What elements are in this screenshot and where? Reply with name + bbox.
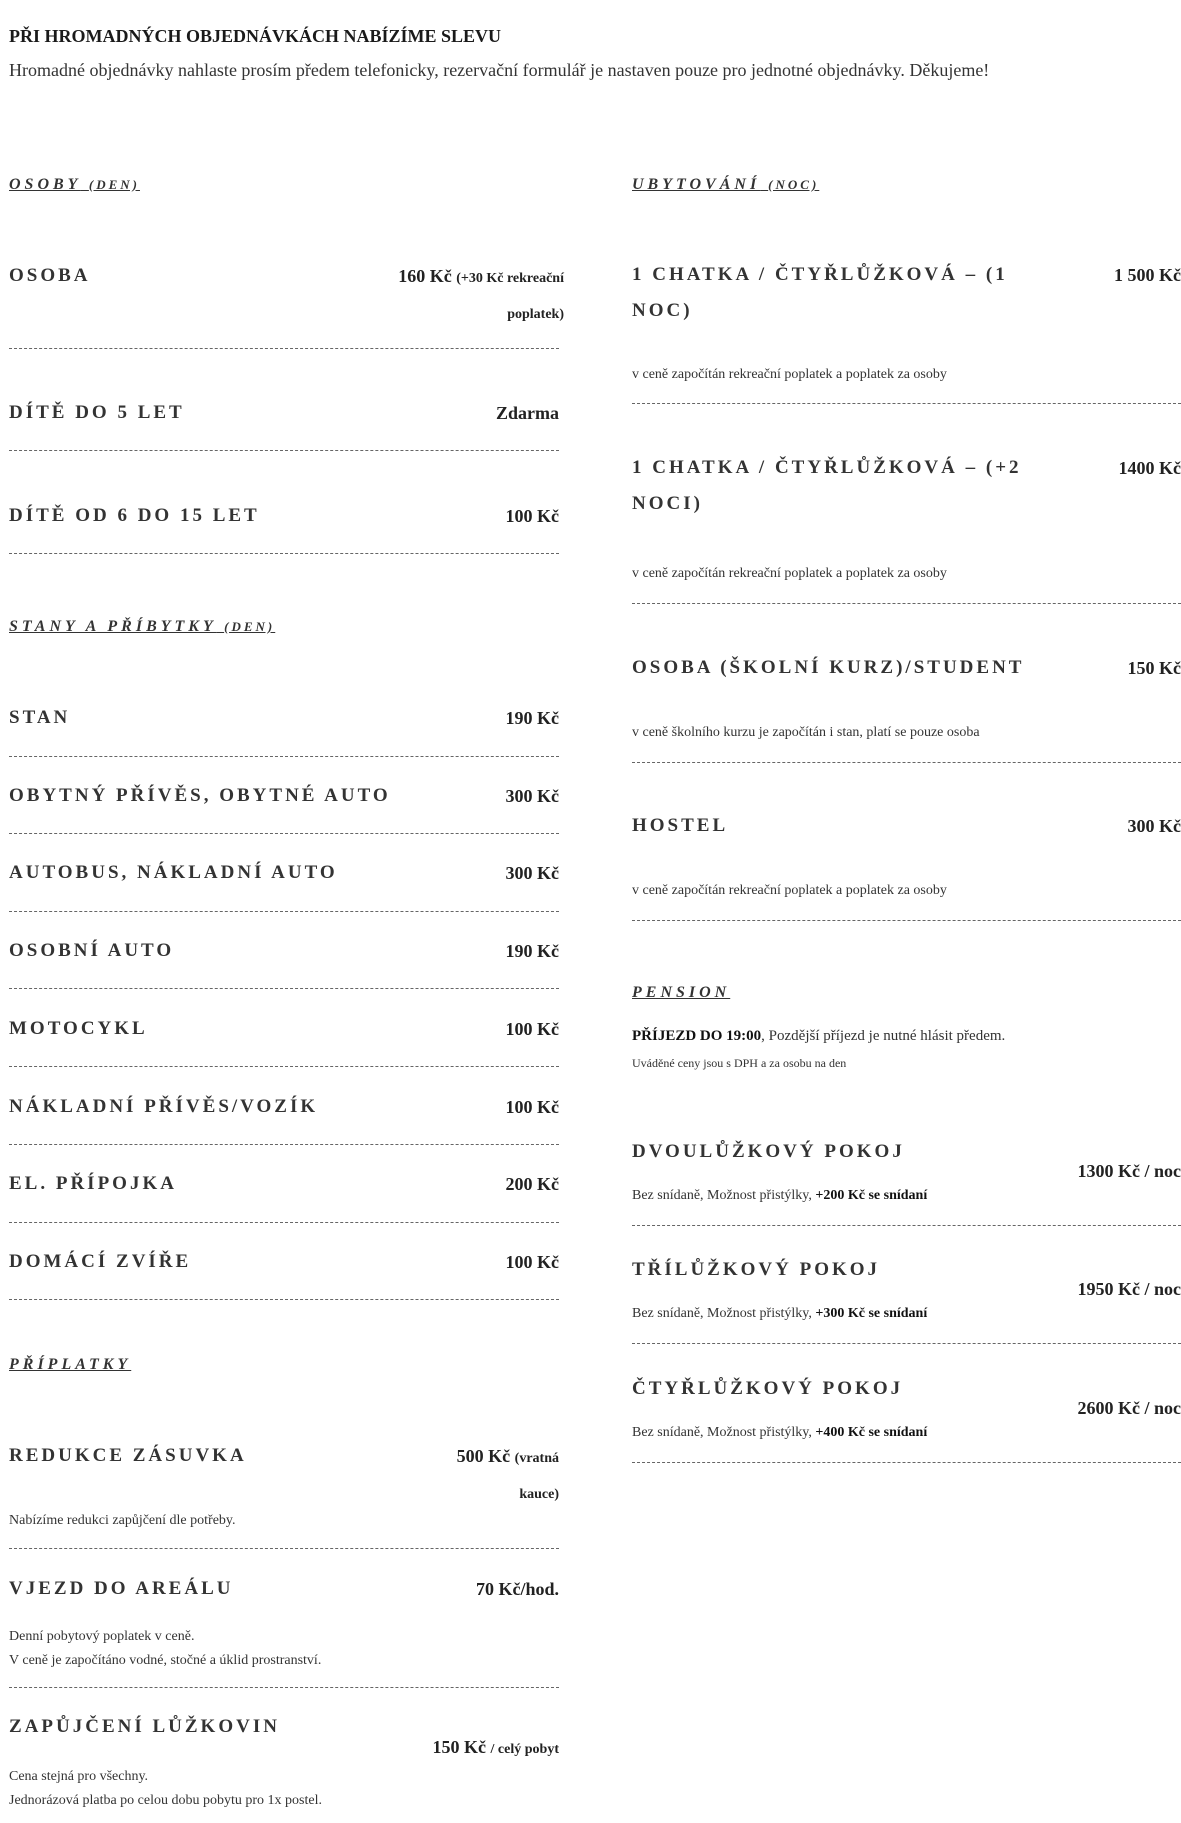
item-note: Bez snídaně, Možnost přistýlky, +200 Kč se snídaní	[632, 1188, 928, 1203]
price-item	[632, 1134, 1181, 1234]
item-name: EL. PŘÍPOJKA	[9, 1173, 177, 1194]
item-price: 500 Kč (vratná	[456, 1446, 559, 1466]
item-price: 100 Kč	[505, 506, 559, 526]
item-name: ZAPŮJČENÍ LŮŽKOVIN	[9, 1716, 280, 1737]
divider	[9, 450, 559, 451]
divider	[632, 920, 1181, 921]
item-name: OSOBA (ŠKOLNÍ KURZ)/STUDENT	[632, 657, 1025, 678]
price-item	[9, 498, 559, 558]
price-item	[632, 450, 1181, 610]
item-name: MOTOCYKL	[9, 1018, 148, 1039]
item-name: TŘÍLŮŽKOVÝ POKOJ	[632, 1259, 881, 1280]
item-price-suffix: kauce)	[519, 1487, 559, 1502]
item-price: 100 Kč	[505, 1252, 559, 1272]
item-price: 100 Kč	[505, 1019, 559, 1039]
price-item	[632, 257, 1181, 407]
price-item	[9, 700, 559, 760]
price-item	[632, 1252, 1181, 1352]
divider	[632, 403, 1181, 404]
divider	[9, 988, 559, 989]
section-heading-priplatky: PŘÍPLATKY	[9, 1356, 132, 1373]
item-name: AUTOBUS, NÁKLADNÍ AUTO	[9, 862, 338, 883]
item-price: 1 500 Kč	[1114, 265, 1181, 285]
item-note: Nabízíme redukci zapůjčení dle potřeby.	[9, 1513, 236, 1528]
divider	[632, 762, 1181, 763]
item-note: v ceně školního kurzu je započítán i stan, platí se pouze osoba	[632, 725, 980, 740]
price-item	[9, 1166, 559, 1226]
price-item	[9, 1709, 559, 1819]
item-price: 100 Kč	[505, 1097, 559, 1117]
price-item	[9, 1438, 559, 1553]
item-price: 70 Kč/hod.	[475, 1579, 559, 1599]
divider	[632, 1462, 1181, 1463]
divider	[9, 1687, 559, 1688]
item-name: HOSTEL	[632, 815, 729, 836]
price-item	[9, 778, 559, 838]
item-name: DOMÁCÍ ZVÍŘE	[9, 1251, 192, 1272]
price-item	[9, 933, 559, 993]
item-price: 200 Kč	[505, 1174, 559, 1194]
price-item	[9, 855, 559, 915]
item-price: 1400 Kč	[1118, 458, 1181, 478]
item-note: Denní pobytový poplatek v ceně.	[9, 1629, 195, 1644]
price-item	[9, 1571, 559, 1691]
divider	[632, 1225, 1181, 1226]
price-item	[9, 1089, 559, 1149]
item-name: 1 CHATKA / ČTYŘLŮŽKOVÁ – (+2	[632, 457, 1022, 478]
price-item	[632, 1371, 1181, 1471]
vat-note: Uváděné ceny jsou s DPH a za osobu na den	[632, 1056, 847, 1070]
section-heading-ubytovani: UBYTOVÁNÍ (NOC)	[632, 176, 820, 193]
item-price: 150 Kč	[1127, 658, 1181, 678]
divider	[9, 1548, 559, 1549]
item-note: v ceně započítán rekreační poplatek a poplatek za osoby	[632, 566, 947, 581]
price-item	[9, 1244, 559, 1304]
price-item	[9, 258, 564, 350]
divider	[9, 553, 559, 554]
item-name: REDUKCE ZÁSUVKA	[9, 1445, 247, 1466]
item-note: Bez snídaně, Možnost přistýlky, +400 Kč se snídaní	[632, 1425, 928, 1440]
divider	[632, 1343, 1181, 1344]
item-price: 1300 Kč / noc	[1077, 1161, 1181, 1181]
price-item	[9, 1011, 559, 1071]
item-note: Bez snídaně, Možnost přistýlky, +300 Kč se snídaní	[632, 1306, 928, 1321]
item-price: 190 Kč	[505, 941, 559, 961]
intro-text: Hromadné objednávky nahlaste prosím předem telefonicky, rezervační formulář je nastaven pouze pro jednotné objednávky. Děkujeme!	[9, 60, 990, 80]
arrival-note: PŘÍJEZD DO 19:00, Pozdější příjezd je nutné hlásit předem.	[632, 1028, 1006, 1044]
section-heading-stany: STANY A PŘÍBYTKY (DEN)	[9, 618, 276, 635]
item-note: v ceně započítán rekreační poplatek a poplatek za osoby	[632, 883, 947, 898]
divider	[632, 603, 1181, 604]
item-note: v ceně započítán rekreační poplatek a poplatek za osoby	[632, 367, 947, 382]
item-note: V ceně je započítáno vodné, stočné a úklid prostranství.	[9, 1653, 322, 1668]
item-price: 150 Kč / celý pobyt	[432, 1737, 559, 1757]
item-name: DVOULŮŽKOVÝ POKOJ	[632, 1141, 905, 1162]
price-item	[632, 808, 1181, 928]
item-price: 1950 Kč / noc	[1077, 1279, 1181, 1299]
item-price: 190 Kč	[505, 708, 559, 728]
item-name-line2: NOCI)	[632, 493, 703, 514]
divider	[9, 911, 559, 912]
divider	[9, 1299, 559, 1300]
page-title: PŘI HROMADNÝCH OBJEDNÁVKÁCH NABÍZÍME SLEVU	[9, 26, 502, 46]
item-price: 300 Kč	[505, 786, 559, 806]
item-name: DÍTĚ OD 6 DO 15 LET	[9, 505, 260, 526]
divider	[9, 756, 559, 757]
section-heading-pension: PENSION	[632, 984, 731, 1001]
item-note: Cena stejná pro všechny.	[9, 1769, 149, 1784]
item-note: Jednorázová platba po celou dobu pobytu pro 1x postel.	[9, 1793, 322, 1808]
item-name: DÍTĚ DO 5 LET	[9, 402, 185, 423]
item-price: 2600 Kč / noc	[1077, 1398, 1181, 1418]
item-price: Zdarma	[496, 403, 559, 423]
item-name: NÁKLADNÍ PŘÍVĚS/VOZÍK	[9, 1096, 319, 1117]
divider	[9, 348, 559, 349]
item-name: 1 CHATKA / ČTYŘLŮŽKOVÁ – (1	[632, 264, 1008, 285]
item-price-suffix: poplatek)	[507, 307, 564, 322]
item-name: OSOBA	[9, 265, 91, 286]
divider	[9, 833, 559, 834]
divider	[9, 1222, 559, 1223]
item-price: 160 Kč (+30 Kč rekreační	[398, 266, 564, 286]
divider	[9, 1144, 559, 1145]
item-name: VJEZD DO AREÁLU	[9, 1578, 234, 1599]
item-name: OSOBNÍ AUTO	[9, 940, 175, 961]
price-item	[632, 650, 1181, 770]
divider	[9, 1066, 559, 1067]
item-name-line2: NOC)	[632, 300, 693, 321]
price-item	[9, 395, 559, 455]
item-name: STAN	[9, 707, 71, 728]
item-price: 300 Kč	[1127, 816, 1181, 836]
item-name: ČTYŘLŮŽKOVÝ POKOJ	[632, 1378, 904, 1399]
item-name: OBYTNÝ PŘÍVĚS, OBYTNÉ AUTO	[9, 785, 391, 806]
item-price: 300 Kč	[505, 863, 559, 883]
section-heading-osoby: OSOBY (DEN)	[9, 176, 140, 193]
